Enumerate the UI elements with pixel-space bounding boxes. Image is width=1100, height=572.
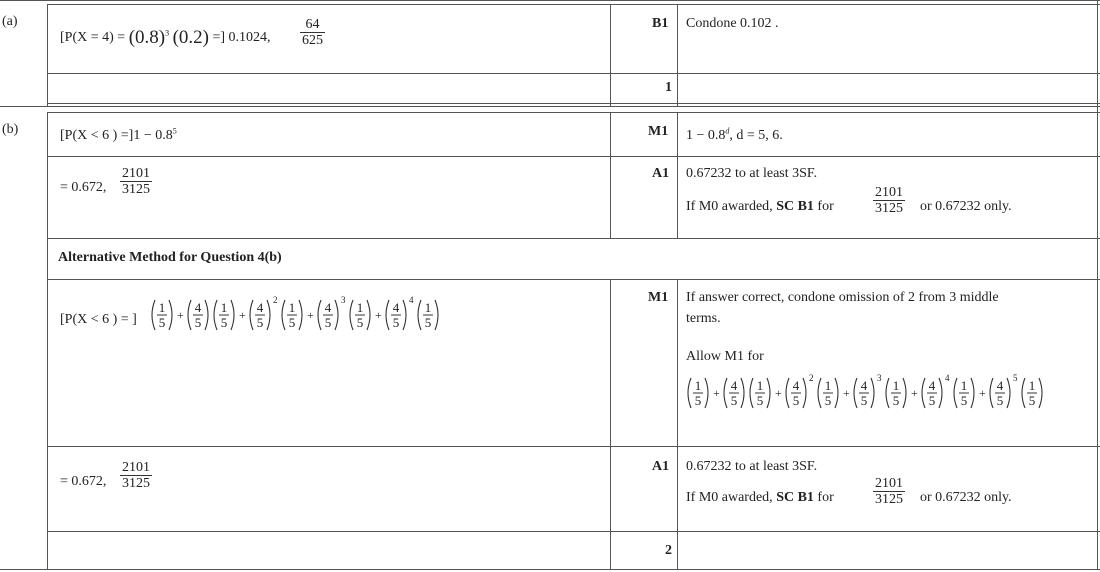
- exp-7: 4: [945, 373, 950, 383]
- paren-open: [954, 378, 957, 408]
- part-b-guidance-tail: , d = 5, 6.: [729, 128, 783, 143]
- paren-close: [1007, 378, 1010, 408]
- part-b-frac-num: 2101: [122, 166, 150, 181]
- exp-5: 3: [341, 295, 346, 305]
- frac-den-7: 5: [928, 393, 936, 408]
- rule-top: [0, 0, 1100, 1]
- paren-open: [818, 378, 821, 408]
- part-a-guidance: Condone 0.102 .: [686, 16, 779, 31]
- rule-b-line1: [47, 156, 1100, 157]
- alt-heading: Alternative Method for Question 4(b): [58, 250, 282, 265]
- col-mark-right-alt: [677, 279, 678, 570]
- part-b-line2-guidance: 0.67232 to at least 3SF.: [686, 166, 818, 181]
- paren-close: [231, 300, 234, 330]
- alt-sc-mid: for: [813, 490, 834, 505]
- part-b-sc-mid: for: [813, 199, 834, 214]
- paren-close: [335, 300, 338, 330]
- rule-a-end: [47, 103, 1100, 104]
- exp-7: 4: [409, 295, 414, 305]
- plus-sign-2: +: [775, 386, 782, 400]
- frac-num-4: 1: [288, 300, 296, 315]
- frac-num-8: 1: [424, 300, 432, 315]
- rule-b-line2: [47, 238, 1100, 239]
- paren-open: [750, 378, 753, 408]
- part-b-line1-mark: M1: [648, 124, 669, 139]
- frac-den-4: 5: [824, 393, 832, 408]
- rule-alt-m1: [47, 446, 1100, 447]
- paren-close: [299, 300, 302, 330]
- plus-sign-2: +: [239, 308, 246, 322]
- paren-open: [318, 300, 321, 330]
- part-a-frac-den: 625: [302, 33, 323, 48]
- frac-den-1: 5: [730, 393, 738, 408]
- paren-close: [267, 300, 270, 330]
- rule-bottom: [0, 569, 1100, 570]
- frac-den-5: 5: [860, 393, 868, 408]
- col-answer-right-b: [610, 112, 611, 239]
- col-left-border-b: [47, 112, 48, 570]
- frac-num-8: 1: [960, 378, 968, 393]
- exp-3: 2: [809, 373, 814, 383]
- paren-close: [871, 378, 874, 408]
- part-b-line1: [60, 128, 177, 144]
- paren-open: [418, 300, 421, 330]
- paren-open: [990, 378, 993, 408]
- alt-sc-suffix: or 0.67232 only.: [920, 490, 1012, 505]
- part-b-sc-fraction: [873, 185, 905, 216]
- plus-sign-3: +: [843, 386, 850, 400]
- paren-open: [688, 378, 691, 408]
- paren-open: [250, 300, 253, 330]
- paren-open: [214, 300, 217, 330]
- frac-num-6: 1: [356, 300, 364, 315]
- alt-m1-guidance-1: If answer correct, condone omission of 2 from 3 middle: [686, 290, 999, 305]
- paren-open: [350, 300, 353, 330]
- exp-5: 3: [877, 373, 882, 383]
- frac-num-7: 4: [392, 300, 400, 315]
- paren-open: [282, 300, 285, 330]
- frac-den-10: 5: [1028, 393, 1036, 408]
- frac-den-2: 5: [756, 393, 764, 408]
- col-answer-right: [610, 4, 611, 106]
- alt-a1-frac-den: 3125: [122, 476, 150, 491]
- frac-den-9: 5: [996, 393, 1004, 408]
- paren-open: [1022, 378, 1025, 408]
- part-a-total: 1: [665, 80, 672, 95]
- frac-num-2: 1: [756, 378, 764, 393]
- frac-num-1: 4: [730, 378, 738, 393]
- part-b-guidance-exp: d: [725, 126, 730, 136]
- frac-num-3: 4: [792, 378, 800, 393]
- rule-alt-a1: [47, 531, 1100, 532]
- alt-sc-fraction: [873, 476, 905, 507]
- alt-m1-guidance-2: terms.: [686, 311, 721, 326]
- part-a-exponent: 3: [165, 28, 170, 38]
- frac-den-4: 5: [288, 315, 296, 330]
- paren-close: [767, 378, 770, 408]
- col-left-border: [47, 4, 48, 106]
- frac-den-7: 5: [392, 315, 400, 330]
- part-b-line2-mark: A1: [652, 166, 670, 181]
- alt-expr-prefix: [P(X < 6 ) = ]: [60, 312, 137, 327]
- paren-close: [169, 300, 172, 330]
- plus-sign-3: +: [307, 308, 314, 322]
- paren-close: [803, 378, 806, 408]
- part-a-answer-prefix: [P(X = 4) =: [60, 30, 129, 45]
- alt-sc-prefix: If M0 awarded,: [686, 490, 777, 505]
- frac-den-0: 5: [158, 315, 166, 330]
- part-b-line1-guidance: [686, 128, 783, 144]
- part-b-label: (b): [2, 122, 19, 137]
- paren-close: [403, 300, 406, 330]
- alt-a1-guidance: 0.67232 to at least 3SF.: [686, 459, 818, 474]
- frac-num-6: 1: [892, 378, 900, 393]
- paren-open: [386, 300, 389, 330]
- col-right-border: [1097, 0, 1098, 570]
- part-a-frac-num: 64: [305, 17, 320, 32]
- paren-close: [435, 300, 438, 330]
- paren-open: [786, 378, 789, 408]
- paren-open: [886, 378, 889, 408]
- frac-num-4: 1: [824, 378, 832, 393]
- plus-sign-4: +: [911, 386, 918, 400]
- rule-alt-heading: [47, 279, 1100, 280]
- paren-close: [705, 378, 708, 408]
- part-b-frac-den: 3125: [122, 182, 150, 197]
- part-b-sc-prefix: If M0 awarded,: [686, 199, 777, 214]
- frac-den-6: 5: [356, 315, 364, 330]
- frac-num-0: 1: [158, 300, 166, 315]
- paren-open: [188, 300, 191, 330]
- rule-a-total: [47, 73, 1100, 74]
- part-b-sc-frac-den: 3125: [875, 201, 903, 216]
- col-mark-right-b: [677, 112, 678, 239]
- part-a-answer: [60, 27, 271, 48]
- frac-num-7: 4: [928, 378, 936, 393]
- col-mark-right: [677, 4, 678, 106]
- paren-close: [205, 300, 208, 330]
- plus-sign-5: +: [979, 386, 986, 400]
- alt-special-case: [686, 490, 834, 506]
- plus-sign-1: +: [713, 386, 720, 400]
- frac-num-0: 1: [694, 378, 702, 393]
- rule-b-start: [47, 112, 1100, 113]
- paren-close: [971, 378, 974, 408]
- rule-top-2: [47, 4, 1100, 5]
- exp-3: 2: [273, 295, 278, 305]
- plus-sign-4: +: [375, 308, 382, 322]
- rule-section-break: [0, 106, 1100, 107]
- paren-open: [854, 378, 857, 408]
- alt-sc-bold: SC B1: [776, 490, 814, 505]
- part-b-line1-text: [P(X < 6 ) =]1 − 0.8: [60, 128, 173, 143]
- paren-close: [903, 378, 906, 408]
- part-b-line2-prefix: = 0.672,: [60, 180, 107, 195]
- paren-open: [922, 378, 925, 408]
- frac-num-5: 4: [324, 300, 332, 315]
- frac-den-5: 5: [324, 315, 332, 330]
- alt-a1-fraction: [120, 460, 152, 491]
- part-b-fraction: [120, 166, 152, 197]
- paren-open: [724, 378, 727, 408]
- alt-total: 2: [665, 543, 672, 558]
- paren-close: [741, 378, 744, 408]
- part-a-power-base-2: (0.2): [172, 27, 209, 48]
- frac-den-3: 5: [256, 315, 264, 330]
- frac-num-2: 1: [220, 300, 228, 315]
- frac-den-0: 5: [694, 393, 702, 408]
- frac-num-10: 1: [1028, 378, 1036, 393]
- part-a-mark: B1: [652, 16, 669, 31]
- frac-den-3: 5: [792, 393, 800, 408]
- part-a-answer-tail: =] 0.1024,: [212, 30, 271, 45]
- frac-den-8: 5: [960, 393, 968, 408]
- part-a-power-base-1: (0.8): [128, 27, 166, 48]
- col-answer-right-alt: [610, 279, 611, 570]
- alt-a1-prefix: = 0.672,: [60, 474, 107, 489]
- exp-9: 5: [1013, 373, 1018, 383]
- alt-sc-frac-den: 3125: [875, 492, 903, 507]
- part-b-line1-exp: 5: [172, 126, 177, 136]
- frac-den-6: 5: [892, 393, 900, 408]
- alt-a1-frac-num: 2101: [122, 460, 150, 475]
- paren-close: [939, 378, 942, 408]
- part-b-guidance-text: 1 − 0.8: [686, 128, 726, 143]
- frac-num-1: 4: [194, 300, 202, 315]
- part-b-sc-suffix: or 0.67232 only.: [920, 199, 1012, 214]
- part-b-special-case: [686, 199, 834, 215]
- frac-num-5: 4: [860, 378, 868, 393]
- frac-den-2: 5: [220, 315, 228, 330]
- paren-close: [367, 300, 370, 330]
- frac-num-3: 4: [256, 300, 264, 315]
- frac-den-1: 5: [194, 315, 202, 330]
- paren-close: [835, 378, 838, 408]
- part-a-label: (a): [2, 14, 18, 29]
- part-b-sc-bold: SC B1: [776, 199, 814, 214]
- alt-m1-mark: M1: [648, 290, 669, 305]
- alt-allow: Allow M1 for: [686, 349, 764, 364]
- alt-allow-expression: [684, 368, 1094, 418]
- plus-sign-1: +: [177, 308, 184, 322]
- frac-den-8: 5: [424, 315, 432, 330]
- alt-sc-frac-num: 2101: [875, 476, 903, 491]
- paren-open: [152, 300, 155, 330]
- alt-a1-mark: A1: [652, 459, 670, 474]
- paren-close: [1039, 378, 1042, 408]
- part-b-sc-frac-num: 2101: [875, 185, 903, 200]
- alt-expression: [148, 290, 528, 340]
- part-a-fraction: [300, 17, 325, 48]
- frac-num-9: 4: [996, 378, 1004, 393]
